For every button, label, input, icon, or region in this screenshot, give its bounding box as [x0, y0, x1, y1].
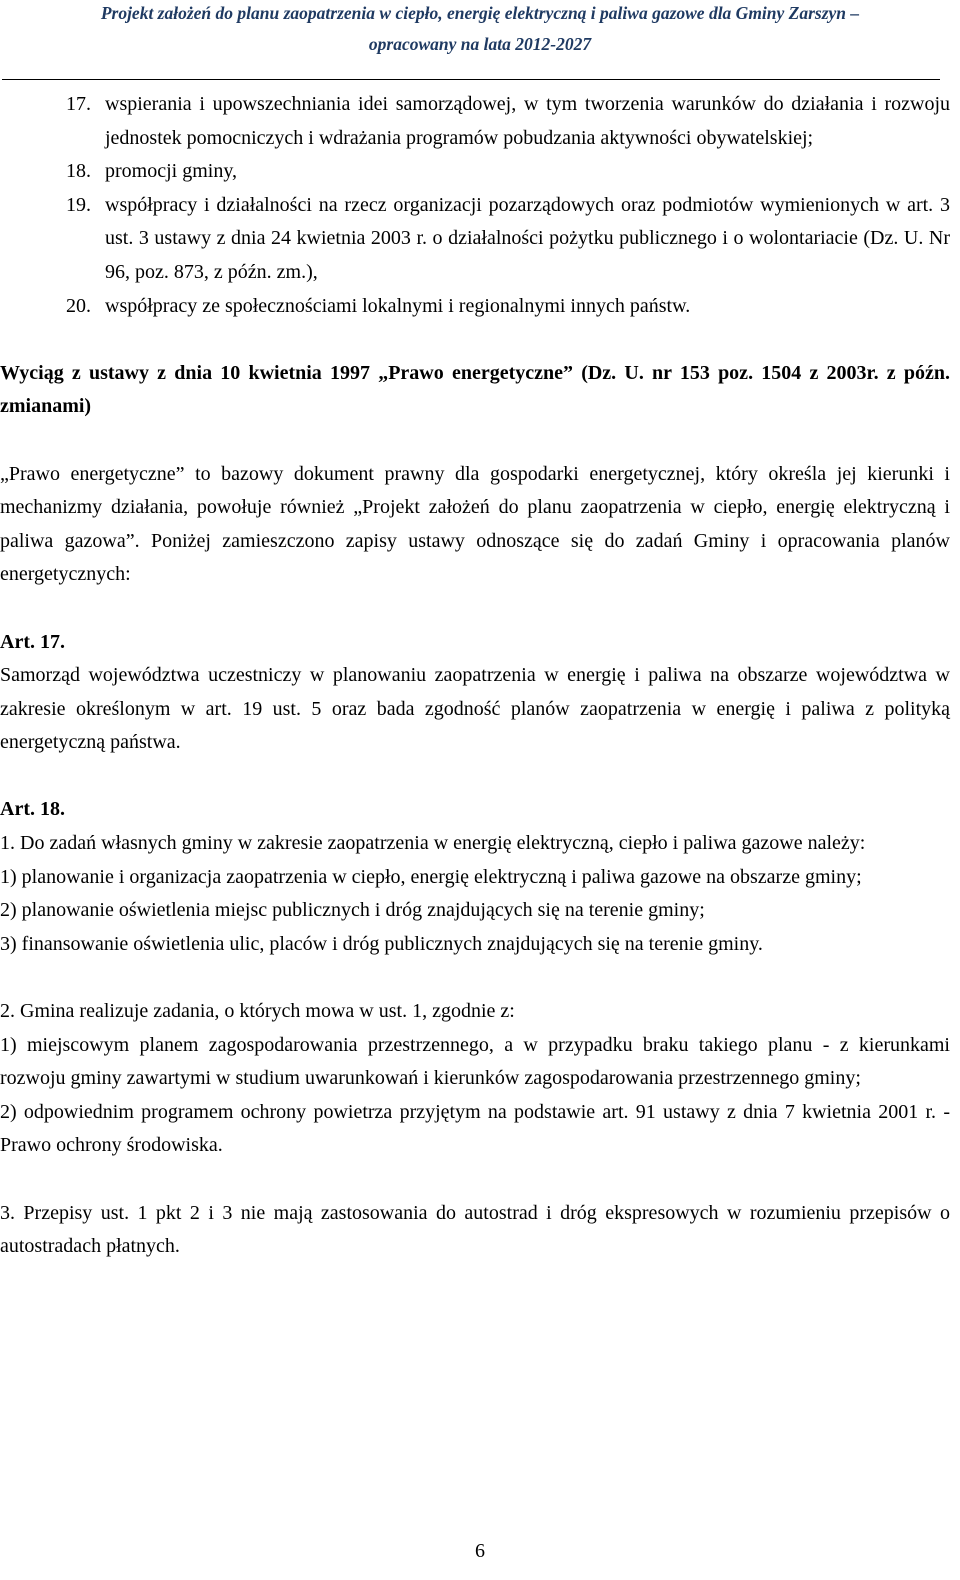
list-text: wspierania i upowszechniania idei samorządowej, w tym tworzenia warunków do działania i rozwoju jednostek pomocniczych i wdrażania programów pobudzania aktywności obywatelskiej; [105, 93, 950, 149]
spacer [0, 323, 950, 357]
intro-paragraph: „Prawo energetyczne” to bazowy dokument prawny dla gospodarki energetycznej, który określa jej kierunki i mechanizmy działania, powołuje również „Projekt założeń do planu zaopatrzenia w ciepło, energię elektryczną i paliwa gazowa”. Poniżej zamieszczono zapisy ustawy odnoszące się do zadań Gminy i opracowania planów energetycznych: [0, 462, 950, 586]
art18-paragraph-2-point-1: 1) miejscowym planem zagospodarowania przestrzennego, a w przypadku braku takiego planu - z kierunkami rozwoju gminy zawartymi w studium uwarunkowań i kierunków zagospodarowania przestrzennego gminy; [0, 1033, 950, 1090]
header-title-line1: Projekt założeń do planu zaopatrzenia w ciepło, energię elektryczną i paliwa gazowe dla Gminy Zarszyn – [100, 3, 860, 23]
document-body [0, 88, 950, 1264]
list-number: 20. [66, 294, 91, 317]
spacer [0, 961, 950, 995]
spacer [0, 760, 950, 794]
art17-text: Samorząd województwa uczestniczy w planowaniu zaopatrzenia w energię i paliwa na obszarze województwa w zakresie określonym w art. 19 ust. 5 oraz bada zgodność planów zaopatrzenia w energię i paliwa z polityką energetyczną państwa. [0, 664, 950, 754]
list-number: 19. [66, 193, 91, 216]
spacer [0, 1163, 950, 1197]
spacer [0, 424, 950, 458]
art18-paragraph-1-point-2: 2) planowanie oświetlenia miejsc publicznych i dróg znajdujących się na terenie gminy; [0, 899, 705, 922]
art18-paragraph-1-point-1: 1) planowanie i organizacja zaopatrzenia w ciepło, energię elektryczną i paliwa gazowe na obszarze gminy; [0, 865, 862, 888]
list-number: 17. [66, 93, 91, 115]
art18-paragraph-2: 2. Gmina realizuje zadania, o których mowa w ust. 1, zgodnie z: [0, 1000, 515, 1023]
list-item-20 [66, 290, 950, 324]
list-text: współpracy ze społecznościami lokalnymi i regionalnymi innych państw. [105, 294, 691, 317]
page-number: 6 [475, 1540, 485, 1562]
spacer [0, 592, 950, 626]
list-item-17 [66, 88, 950, 155]
art18-paragraph-3: 3. Przepisy ust. 1 pkt 2 i 3 nie mają zastosowania do autostrad i dróg ekspresowych w rozumieniu przepisów o autostradach płatnych. [0, 1201, 950, 1258]
header-title-line2: opracowany na lata 2012-2027 [368, 34, 592, 54]
list-number: 18. [66, 160, 91, 183]
list-item-18 [66, 155, 950, 189]
art18-paragraph-1-point-3: 3) finansowanie oświetlenia ulic, placów i dróg publicznych znajdujących się na terenie gminy. [0, 932, 763, 955]
art18-paragraph-2-point-2: 2) odpowiednim programem ochrony powietrza przyjętym na podstawie art. 91 ustawy z dnia 7 kwietnia 2001 r. - Prawo ochrony środowiska. [0, 1100, 950, 1157]
section-heading: Wyciąg z ustawy z dnia 10 kwietnia 1997 „Prawo energetyczne” (Dz. U. nr 153 poz. 1504 z 2003r. z późn. zmianami) [0, 361, 950, 418]
list-item-19 [66, 189, 950, 290]
list-text: współpracy i działalności na rzecz organizacji pozarządowych oraz podmiotów wymienionych w art. 3 ust. 3 ustawy z dnia 24 kwietnia 2003 r. o działalności pożytku publicznego i o wolontariacie (Dz. U. Nr 96, poz. 873, z późn. zm.), [105, 193, 950, 283]
list-text: promocji gminy, [105, 160, 238, 183]
header-divider [2, 79, 940, 80]
art18-heading: Art. 18. [0, 798, 65, 821]
art17-heading: Art. 17. [0, 630, 65, 653]
art18-paragraph-1: 1. Do zadań własnych gminy w zakresie zaopatrzenia w energię elektryczną, ciepło i paliwa gazowe należy: [0, 832, 866, 855]
